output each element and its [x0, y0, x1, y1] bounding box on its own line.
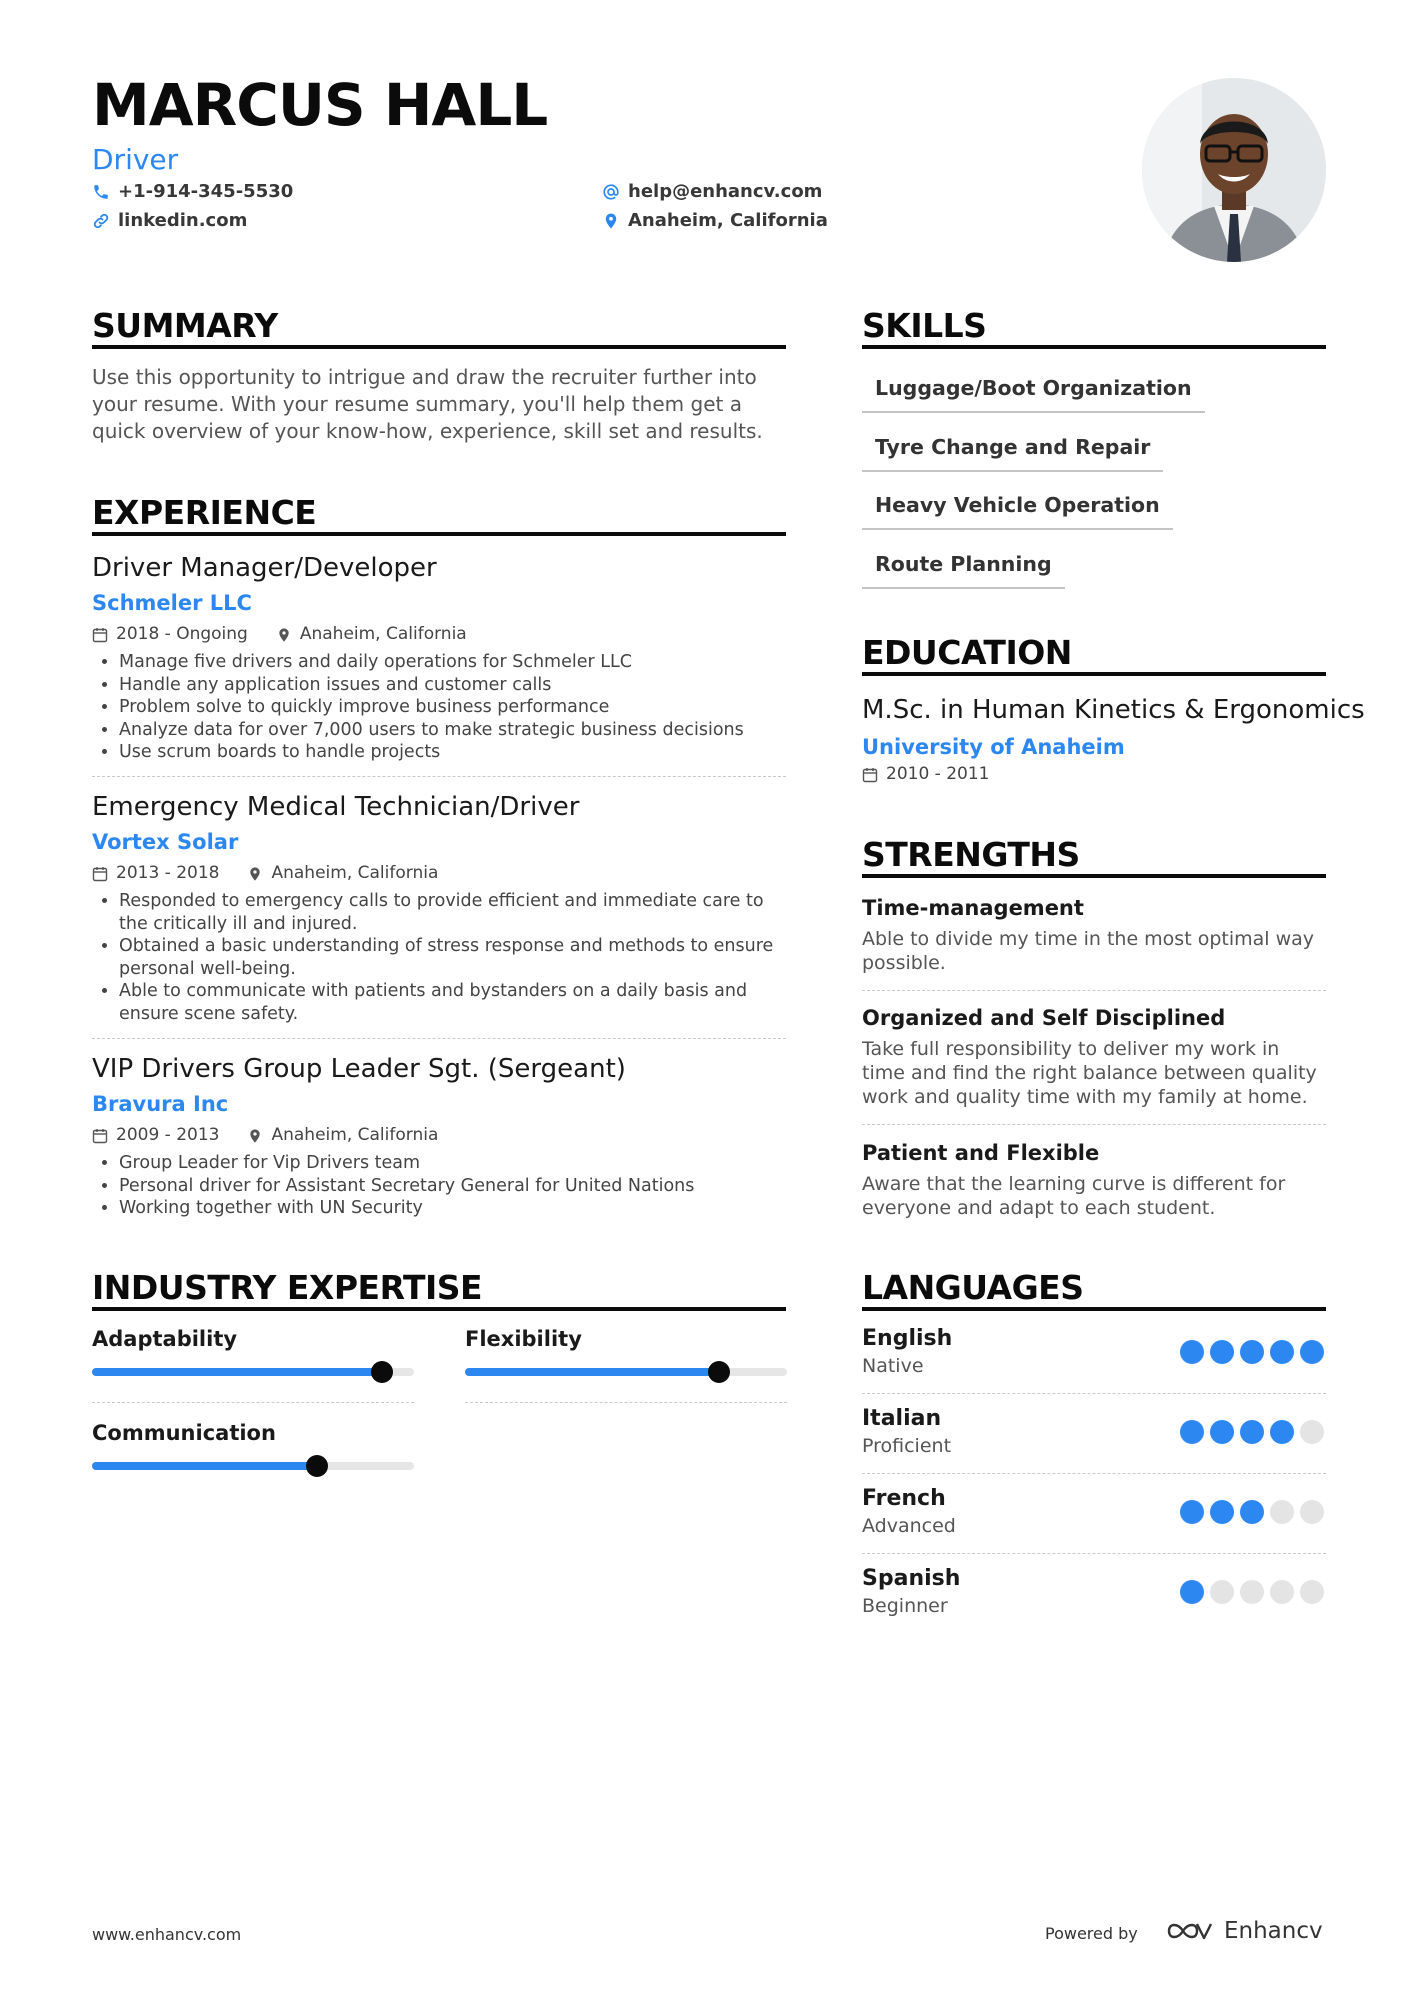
rating-dot-filled: [1240, 1420, 1264, 1444]
rating-dot-filled: [1270, 1340, 1294, 1364]
experience-divider: [92, 532, 786, 536]
rating-dot-filled: [1300, 1340, 1324, 1364]
job-meta: [92, 865, 786, 882]
job-bullet: • Analyze data for over 7,000 users to make strategic business decisions: [119, 719, 786, 742]
expertise-bar-knob: [371, 1361, 393, 1383]
location-text: Anaheim, California: [628, 210, 828, 231]
linkedin-text: linkedin.com: [118, 210, 248, 231]
skills-divider: [862, 345, 1326, 349]
expertise-bar-fill: [92, 1368, 382, 1376]
email-contact[interactable]: [602, 183, 822, 201]
job-location: Anaheim, California: [271, 863, 439, 883]
rating-dot-empty: [1300, 1420, 1324, 1444]
profile-photo: [1142, 78, 1326, 262]
language-level: Native: [862, 1355, 924, 1377]
job-meta: [92, 626, 786, 643]
summary-text: Use this opportunity to intrigue and draw the recruiter further into your resume. With your resume summary, you'll help them get a quick overview of your know-how, experience, skill set and results.: [92, 365, 763, 443]
phone-icon: [92, 183, 110, 201]
expertise-label: Adaptability: [92, 1327, 238, 1351]
rating-dot-empty: [1270, 1500, 1294, 1524]
expertise-separator: [465, 1402, 787, 1403]
rating-dot-empty: [1270, 1580, 1294, 1604]
expertise-bar-knob: [708, 1361, 730, 1383]
at-icon: [602, 183, 620, 201]
job-bullet: • Use scrum boards to handle projects: [119, 741, 786, 764]
job-dates: 2018 - Ongoing: [116, 624, 248, 644]
language-name: English: [862, 1326, 953, 1351]
language-separator: [862, 1553, 1326, 1554]
strength-title: Time-management: [862, 896, 1084, 920]
industry-expertise-heading: INDUSTRY EXPERTISE: [92, 1268, 483, 1307]
job-location: Anaheim, California: [271, 1125, 439, 1145]
rating-dot-empty: [1240, 1580, 1264, 1604]
job-bullet: • Problem solve to quickly improve business performance: [119, 696, 786, 719]
expertise-bar-fill: [465, 1368, 719, 1376]
job-bullet: • Handle any application issues and customer calls: [119, 674, 786, 697]
rating-dot-filled: [1180, 1500, 1204, 1524]
language-level: Proficient: [862, 1435, 952, 1457]
language-rating: [1180, 1340, 1330, 1364]
candidate-name: MARCUS HALL: [92, 71, 548, 139]
summary-heading: SUMMARY: [92, 306, 278, 345]
education-dates: 2010 - 2011: [886, 764, 990, 784]
job-dates: 2009 - 2013: [116, 1125, 220, 1145]
rating-dot-filled: [1180, 1340, 1204, 1364]
brand-logo[interactable]: [1166, 1918, 1323, 1944]
industry-expertise-divider: [92, 1307, 786, 1311]
rating-dot-filled: [1180, 1580, 1204, 1604]
phone-contact[interactable]: [92, 183, 293, 201]
strength-title: Organized and Self Disciplined: [862, 1006, 1226, 1030]
job-entry: [92, 555, 786, 764]
job-bullet: • Group Leader for Vip Drivers team: [119, 1152, 786, 1175]
strength-separator: [862, 990, 1326, 991]
portrait-illustration: [1142, 78, 1326, 262]
rating-dot-filled: [1210, 1340, 1234, 1364]
rating-dot-filled: [1240, 1340, 1264, 1364]
education-school: University of Anaheim: [862, 735, 1125, 759]
strength-title: Patient and Flexible: [862, 1141, 1100, 1165]
location-pin-icon: [602, 212, 620, 230]
languages-heading: LANGUAGES: [862, 1268, 1084, 1307]
job-title: VIP Drivers Group Leader Sgt. (Sergeant): [92, 1054, 626, 1084]
brand-name: Enhancv: [1224, 1917, 1323, 1944]
language-name: Spanish: [862, 1566, 961, 1591]
skills-heading: SKILLS: [862, 306, 987, 345]
education-divider: [862, 672, 1326, 676]
skill-tag: Luggage/Boot Organization: [862, 378, 1205, 413]
expertise-bar-knob: [306, 1455, 328, 1477]
powered-by-label: Powered by: [1045, 1924, 1138, 1943]
location-pin-icon: [247, 866, 263, 882]
expertise-bar-fill: [92, 1462, 317, 1470]
job-company: Schmeler LLC: [92, 591, 252, 615]
job-separator: [92, 1038, 786, 1039]
skill-tag: Tyre Change and Repair: [862, 437, 1163, 472]
location-contact: [602, 212, 828, 230]
rating-dot-filled: [1210, 1500, 1234, 1524]
rating-dot-empty: [1300, 1580, 1324, 1604]
job-location: Anaheim, California: [299, 624, 467, 644]
expertise-bar: [92, 1462, 414, 1470]
language-level: Beginner: [862, 1595, 948, 1617]
job-title: Emergency Medical Technician/Driver: [92, 792, 580, 822]
expertise-separator: [92, 1402, 414, 1403]
job-title: Driver Manager/Developer: [92, 553, 437, 583]
skill-tag: Route Planning: [862, 554, 1065, 589]
job-company: Bravura Inc: [92, 1092, 229, 1116]
rating-dot-filled: [1180, 1420, 1204, 1444]
language-separator: [862, 1393, 1326, 1394]
job-bullet: • Able to communicate with patients and bystanders on a daily basis and ensure scene safety.: [119, 980, 786, 1025]
strengths-heading: STRENGTHS: [862, 835, 1080, 874]
language-rating: [1180, 1420, 1330, 1444]
linkedin-contact[interactable]: [92, 212, 247, 230]
location-pin-icon: [276, 627, 292, 643]
job-bullets: [92, 890, 786, 1025]
job-bullets: [92, 651, 786, 764]
skill-tag: Heavy Vehicle Operation: [862, 495, 1173, 530]
calendar-icon: [92, 627, 108, 643]
language-rating: [1180, 1580, 1330, 1604]
expertise-label: Communication: [92, 1421, 276, 1445]
expertise-bar: [92, 1368, 414, 1376]
footer-website-link[interactable]: www.enhancv.com: [92, 1925, 242, 1944]
education-heading: EDUCATION: [862, 633, 1072, 672]
location-pin-icon: [247, 1128, 263, 1144]
job-entry: [92, 794, 786, 1025]
job-separator: [92, 776, 786, 777]
expertise-label: Flexibility: [465, 1327, 582, 1351]
candidate-title: Driver: [92, 143, 179, 176]
strength-description: Take full responsibility to deliver my work in time and find the right balance between quality work and quality time with my family at home.: [862, 1038, 1317, 1108]
job-bullet: • Working together with UN Security: [119, 1197, 786, 1220]
rating-dot-filled: [1210, 1420, 1234, 1444]
experience-heading: EXPERIENCE: [92, 493, 317, 532]
expertise-bar: [465, 1368, 787, 1376]
strengths-divider: [862, 874, 1326, 878]
job-bullets: [92, 1152, 786, 1220]
education-dates-row: [862, 766, 989, 783]
calendar-icon: [862, 767, 878, 783]
rating-dot-filled: [1270, 1420, 1294, 1444]
job-entry: [92, 1056, 786, 1220]
strength-separator: [862, 1124, 1326, 1125]
job-bullet: • Obtained a basic understanding of stress response and methods to ensure personal well-being.: [119, 935, 786, 980]
job-bullet: • Responded to emergency calls to provide efficient and immediate care to the critically ill and injured.: [119, 890, 786, 935]
strength-description: Aware that the learning curve is different for everyone and adapt to each student.: [862, 1173, 1286, 1219]
calendar-icon: [92, 1128, 108, 1144]
enhancv-logo-icon: [1166, 1918, 1214, 1944]
job-dates: 2013 - 2018: [116, 863, 220, 883]
rating-dot-empty: [1300, 1500, 1324, 1524]
strength-description: Able to divide my time in the most optimal way possible.: [862, 928, 1315, 974]
link-icon: [92, 212, 110, 230]
summary-divider: [92, 345, 786, 349]
job-meta: [92, 1127, 786, 1144]
job-bullet: • Personal driver for Assistant Secretary General for United Nations: [119, 1175, 786, 1198]
email-text: help@enhancv.com: [628, 181, 823, 202]
job-company: Vortex Solar: [92, 830, 239, 854]
education-degree: M.Sc. in Human Kinetics & Ergonomics: [862, 695, 1365, 725]
languages-divider: [862, 1307, 1326, 1311]
calendar-icon: [92, 866, 108, 882]
language-name: Italian: [862, 1406, 942, 1431]
job-bullet: • Manage five drivers and daily operations for Schmeler LLC: [119, 651, 786, 674]
rating-dot-filled: [1240, 1500, 1264, 1524]
rating-dot-empty: [1210, 1580, 1234, 1604]
language-separator: [862, 1473, 1326, 1474]
language-name: French: [862, 1486, 946, 1511]
language-level: Advanced: [862, 1515, 956, 1537]
language-rating: [1180, 1500, 1330, 1524]
phone-text: +1-914-345-5530: [118, 181, 294, 202]
